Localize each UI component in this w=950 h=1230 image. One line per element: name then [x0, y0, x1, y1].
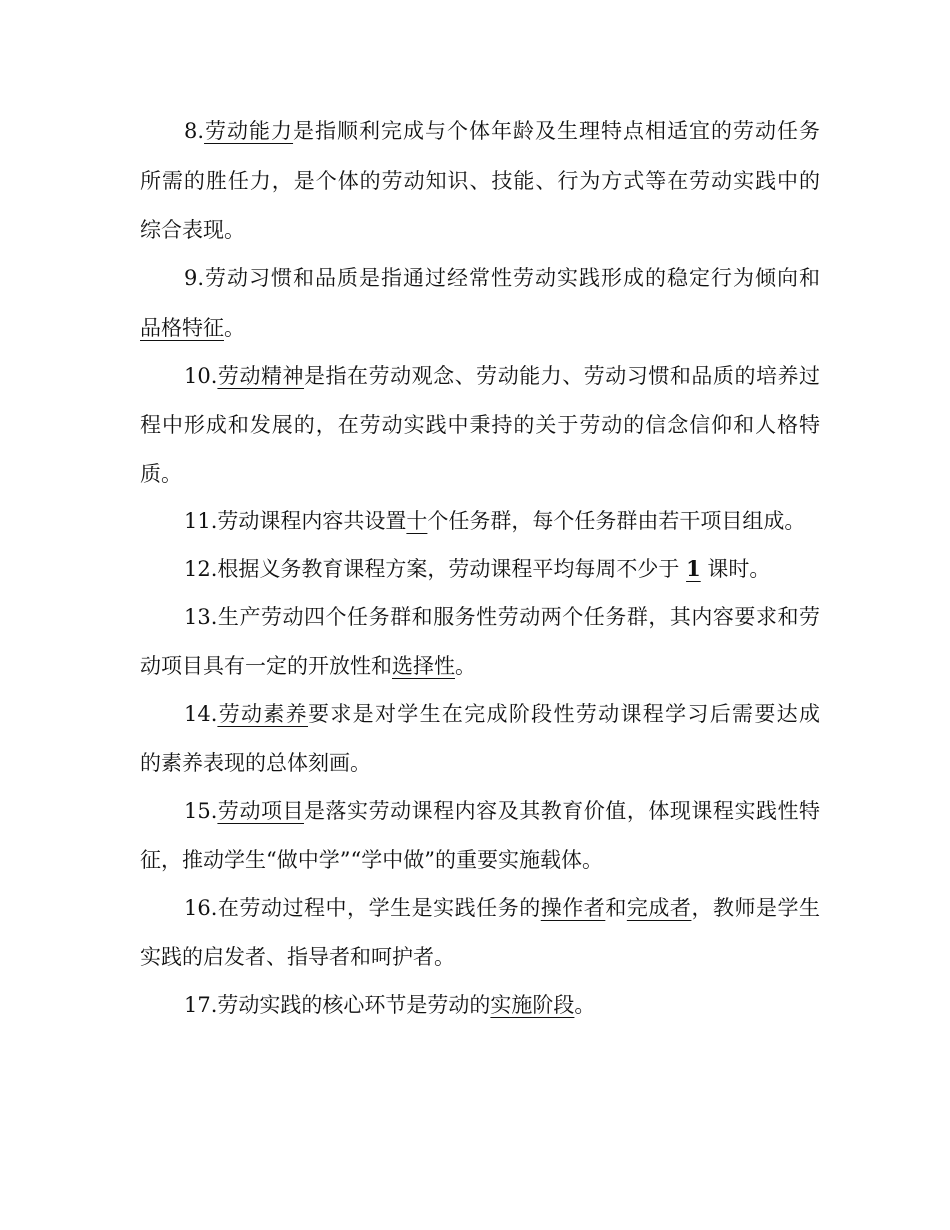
answer-blank: 劳动项目 [217, 799, 305, 823]
text-segment: 质。 [140, 462, 182, 486]
text-line [140, 943, 820, 971]
text-line [184, 507, 820, 535]
answer-blank: 操作者 [540, 896, 606, 920]
text-segment: 课时。 [700, 557, 771, 581]
text-line [184, 894, 820, 922]
text-segment: 程中形成和发展的，在劳动实践中秉持的关于劳动的信念信仰和人格特 [140, 413, 820, 437]
text-segment: 是落实劳动课程内容及其教育价值，体现课程实践性特 [304, 799, 820, 823]
text-segment: 征，推动学生“做中学”“学中做”的重要实施载体。 [140, 848, 603, 872]
text-segment: 实践的启发者、指导者和呵护者。 [140, 945, 455, 969]
answer-blank: 实施阶段 [490, 993, 575, 1017]
text-segment: 。 [574, 993, 596, 1017]
text-line [184, 117, 820, 145]
answer-blank: 劳动精神 [217, 364, 305, 388]
text-segment: 个任务群，每个任务群由若干项目组成。 [427, 509, 806, 533]
text-segment: 9.劳动习惯和品质是指通过经常性劳动实践形成的稳定行为倾向和 [184, 266, 820, 290]
text-segment: 和 [605, 896, 627, 920]
answer-blank: 完成者 [626, 896, 692, 920]
text-segment: 。 [455, 654, 476, 678]
text-segment: 16.在劳动过程中，学生是实践任务的 [184, 896, 541, 920]
answer-blank: 十 [406, 509, 428, 533]
text-segment: 动项目具有一定的开放性和 [140, 654, 392, 678]
text-segment: 13.生产劳动四个任务群和服务性劳动两个任务群，其内容要求和劳 [184, 605, 820, 629]
text-line [140, 216, 820, 244]
text-line [140, 652, 820, 680]
text-line [140, 460, 820, 488]
text-segment: 17.劳动实践的核心环节是劳动的 [184, 993, 491, 1017]
answer-blank: 劳动能力 [204, 119, 294, 143]
text-segment: 是指在劳动观念、劳动能力、劳动习惯和品质的培养过 [304, 364, 820, 388]
text-line [140, 749, 820, 777]
text-line [184, 700, 820, 728]
text-segment: 10. [184, 364, 218, 388]
text-line [184, 264, 820, 292]
text-line [184, 555, 820, 583]
text-segment: 综合表现。 [140, 218, 245, 242]
text-segment: 所需的胜任力，是个体的劳动知识、技能、行为方式等在劳动实践中的 [140, 169, 820, 193]
text-segment: 是指顺利完成与个体年龄及生理特点相适宜的劳动任务 [293, 119, 820, 143]
text-segment: ，教师是学生 [691, 896, 820, 920]
answer-blank: 选择性 [392, 654, 455, 678]
text-segment: 15. [184, 799, 218, 823]
text-line [140, 167, 820, 195]
text-line [184, 603, 820, 631]
text-segment: 。 [224, 316, 245, 340]
text-line [184, 797, 820, 825]
text-line [140, 846, 820, 874]
text-segment: 要求是对学生在完成阶段性劳动课程学习后需要达成 [308, 702, 820, 726]
text-segment: 8. [184, 119, 205, 143]
answer-blank: 品格特征 [140, 316, 224, 340]
text-line [184, 991, 820, 1019]
text-segment: 的素养表现的总体刻画。 [140, 751, 371, 775]
text-line [140, 411, 820, 439]
text-segment: 12.根据义务教育课程方案，劳动课程平均每周不少于 [184, 557, 687, 581]
answer-blank: 1 [686, 556, 701, 581]
text-segment: 11.劳动课程内容共设置 [184, 509, 407, 533]
answer-blank: 劳动素养 [217, 702, 308, 726]
text-line [140, 314, 820, 342]
text-line [184, 362, 820, 390]
text-segment: 14. [184, 702, 218, 726]
